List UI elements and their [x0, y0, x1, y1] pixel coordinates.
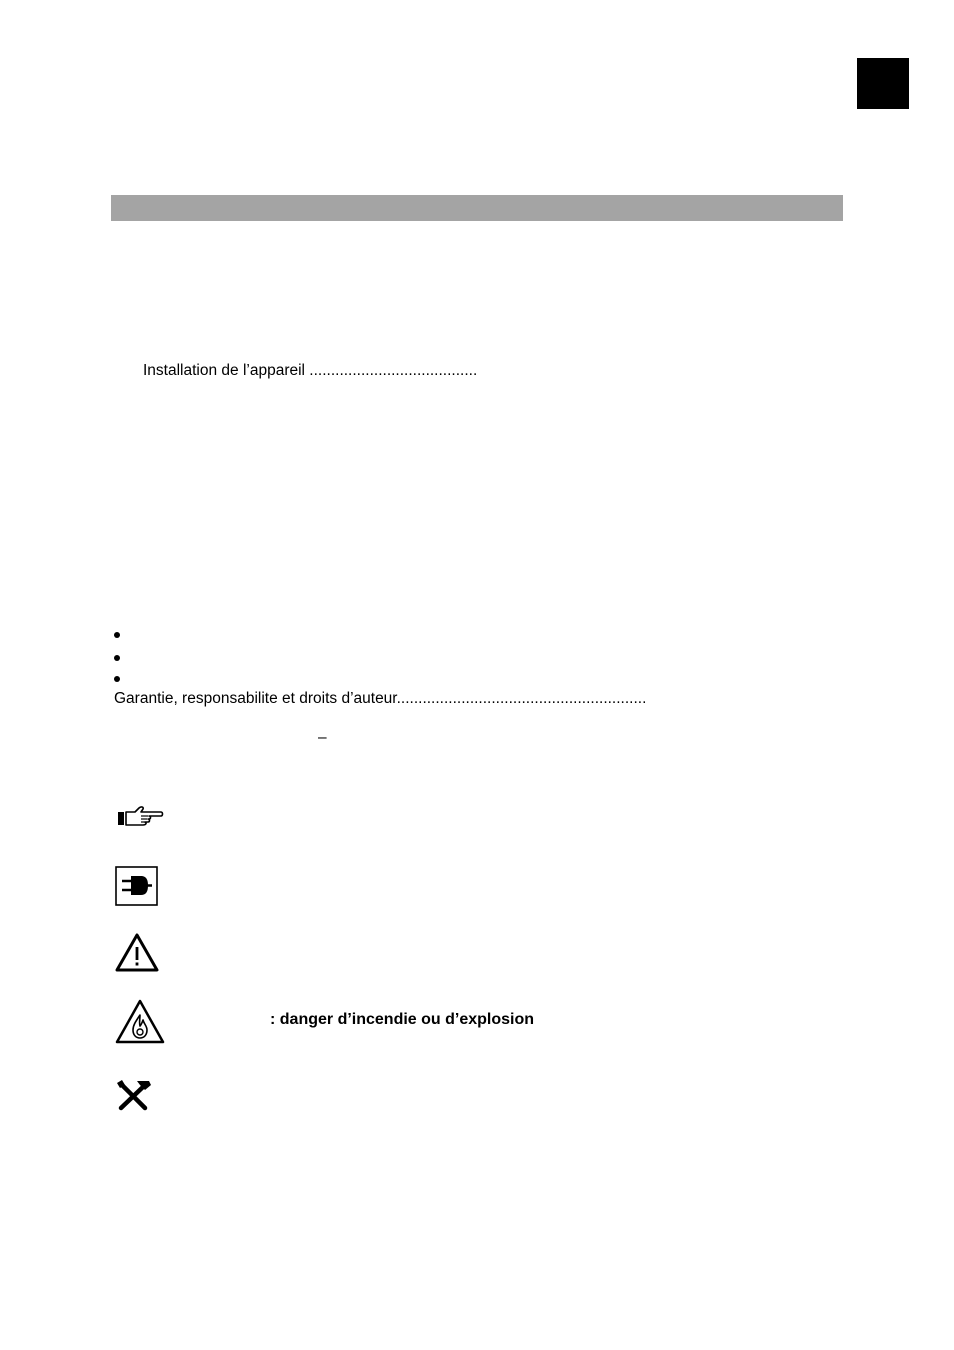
plug-icon	[114, 865, 160, 907]
section-title-bar	[111, 195, 843, 221]
toc-entry-garantie: Garantie, responsabilite et droits d’auteur..........................................................	[114, 690, 647, 707]
fire-hazard-caption: : danger d’incendie ou d’explosion	[270, 1011, 535, 1028]
pointing-hand-icon	[117, 806, 165, 830]
bullet-point	[114, 632, 122, 640]
bullet-point	[114, 655, 122, 663]
toc-entry-installation: Installation de l’appareil .......................................	[143, 362, 478, 379]
dash-mark: –	[318, 729, 327, 746]
warning-triangle-icon	[114, 932, 160, 974]
tools-icon	[114, 1079, 154, 1113]
bullet-point	[114, 676, 122, 684]
fire-warning-icon	[114, 998, 166, 1046]
chapter-tab-marker	[857, 58, 909, 109]
